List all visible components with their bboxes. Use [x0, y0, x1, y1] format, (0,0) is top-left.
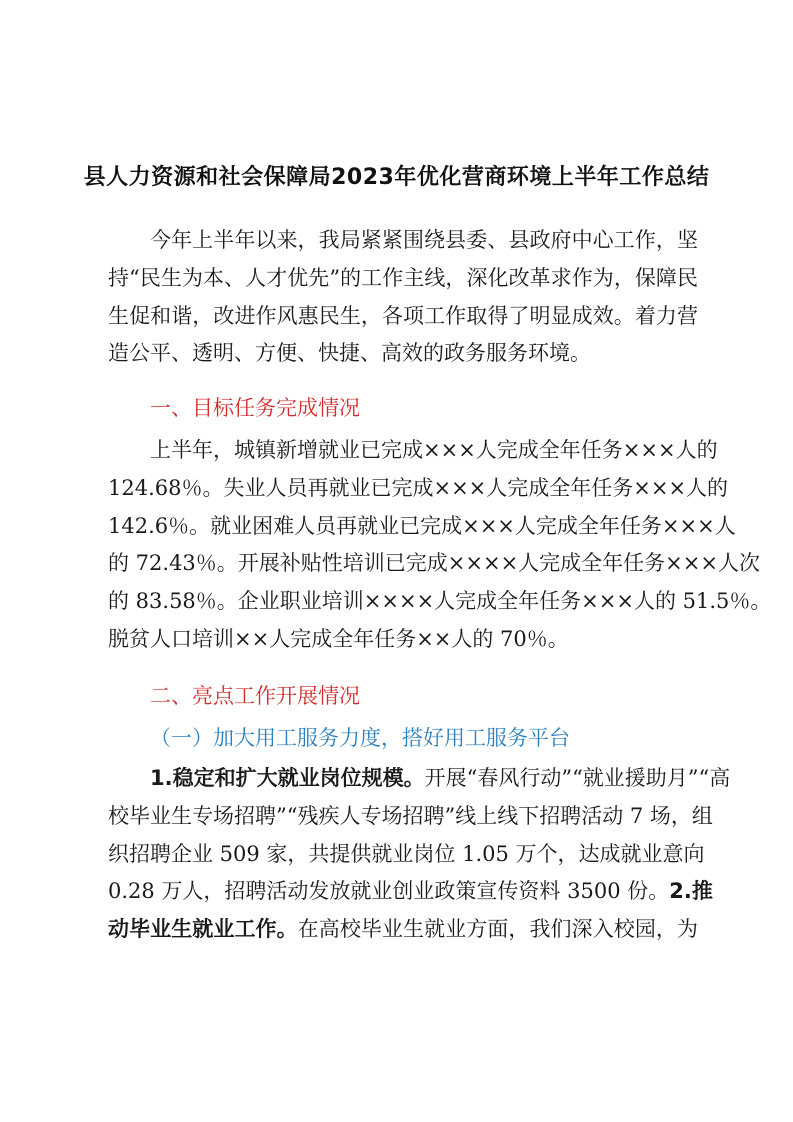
item-title: 2.推: [669, 879, 713, 904]
text-line: 142.6％。就业困难人员再就业已完成×××人完成全年任务×××人: [108, 513, 736, 538]
text-line: 上半年，城镇新增就业已完成×××人完成全年任务×××人的: [150, 438, 718, 462]
text-line: 生促和谐，改进作风惠民生，各项工作取得了明显成效。着力营: [108, 303, 698, 328]
text-line: [108, 760, 731, 798]
item-title: 1.稳定和扩大就业岗位规模。: [150, 766, 425, 790]
item-title: 动毕业生就业工作。: [108, 917, 298, 942]
subsection-heading: （一）加大用工服务力度，搭好用工服务平台: [150, 726, 570, 750]
text-line: 的 83.58％。企业职业培训××××人完成全年任务×××人的 51.5％。: [108, 589, 772, 614]
section-heading-targets: 一、目标任务完成情况: [150, 396, 360, 420]
item-text: 0.28 万人，招聘活动发放就业创业政策宣传资料 3500 份。: [108, 879, 670, 904]
text-line: 脱贫人口培训××人完成全年任务××人的 70％。: [108, 626, 569, 651]
item-text: 在高校毕业生就业方面，我们深入校园，为: [297, 917, 699, 942]
text-line: 织招聘企业 509 家，共提供就业岗位 1.05 万个，达成就业意向: [108, 841, 705, 866]
document-title: 县人力资源和社会保障局2023年优化营商环境上半年工作总结: [83, 165, 710, 190]
section-heading-highlights: 二、亮点工作开展情况: [150, 684, 360, 708]
item-text: 开展“春风行动”“就业援助月”“高: [424, 766, 731, 790]
text-line: 124.68％。失业人员再就业已完成×××人完成全年任务×××人的: [108, 475, 729, 500]
text-line: 造公平、透明、方便、快捷、高效的政务服务环境。: [108, 341, 591, 366]
text-line: [108, 873, 713, 911]
text-line: 校毕业生专场招聘”“残疾人专场招聘”线上线下招聘活动 7 场，组: [108, 803, 713, 828]
text-line: [108, 911, 698, 949]
intro-paragraph: [108, 222, 698, 373]
text-line: 持“民生为本、人才优先”的工作主线，深化改革求作为，保障民: [108, 265, 698, 290]
targets-paragraph: [108, 432, 772, 659]
text-line: 今年上半年以来，我局紧紧围绕县委、县政府中心工作，坚: [150, 228, 698, 252]
text-line: 的 72.43％。开展补贴性培训已完成××××人完成全年任务×××人次: [108, 551, 760, 576]
highlights-paragraph: [108, 760, 731, 949]
